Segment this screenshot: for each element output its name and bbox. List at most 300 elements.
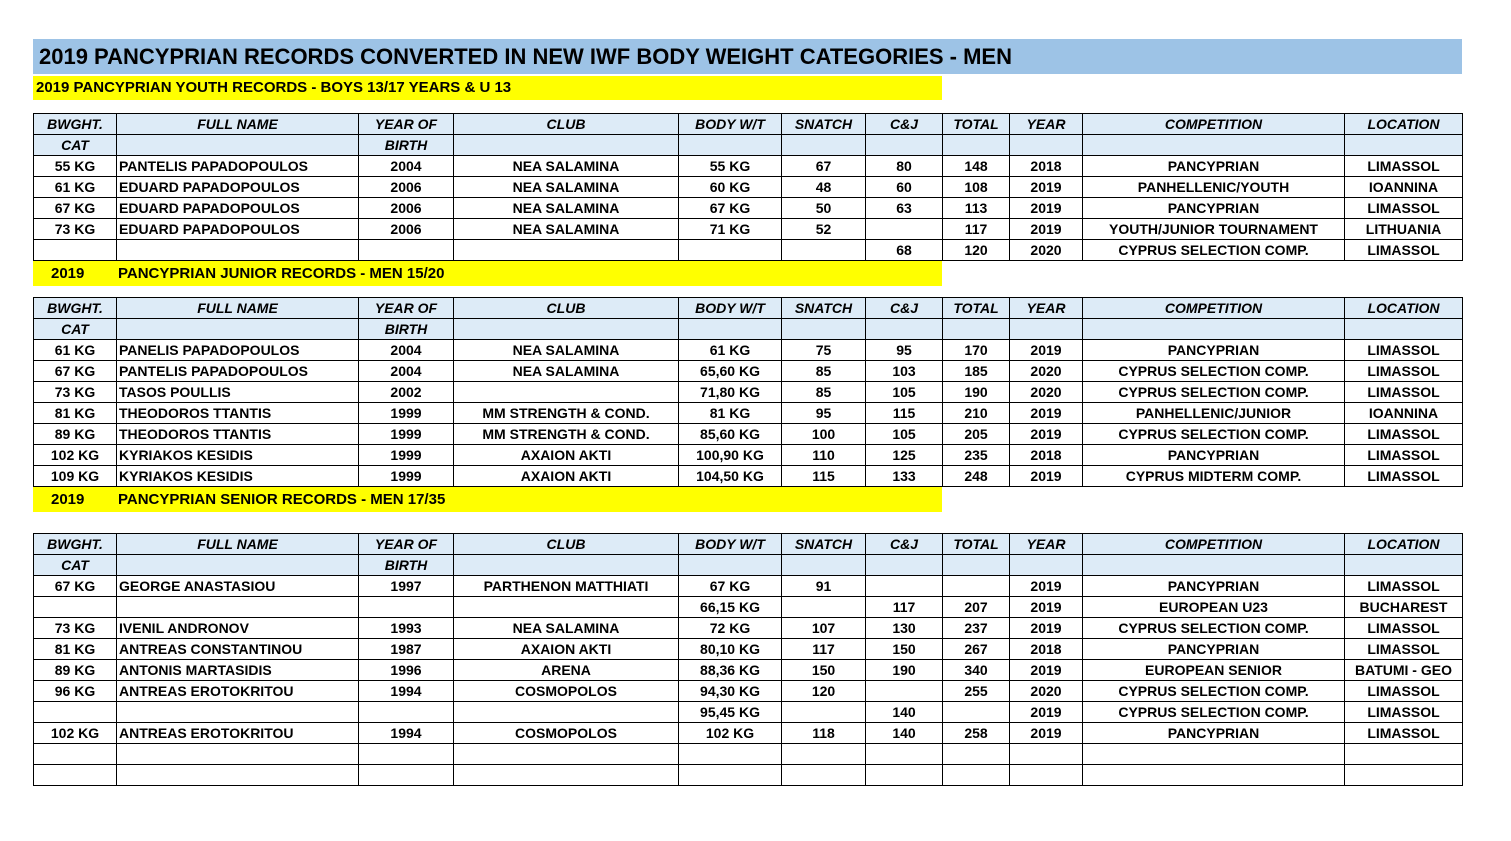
cell-clean-and-jerk	[866, 681, 943, 702]
cell-club: NEA SALAMINA	[454, 618, 679, 639]
cell-location: LIMASSOL	[1345, 156, 1463, 177]
cell-snatch: 120	[782, 681, 866, 702]
senior-section-year: 2019	[51, 491, 85, 508]
table-row	[34, 219, 1463, 240]
cell-full-name: PANTELIS PAPADOPOULOS	[117, 361, 359, 382]
column-header-year	[1010, 135, 1083, 156]
cell-snatch: 50	[782, 198, 866, 219]
cell-club: NEA SALAMINA	[454, 156, 679, 177]
column-header-club	[454, 135, 679, 156]
cell-snatch: 85	[782, 382, 866, 403]
cell-full-name: TASOS POULLIS	[117, 382, 359, 403]
column-header-clean-and-jerk: C&J	[866, 114, 943, 135]
column-header-year: YEAR	[1010, 298, 1083, 319]
cell-bwght-cat: 73 KG	[34, 219, 117, 240]
page-title: 2019 PANCYPRIAN RECORDS CONVERTED IN NEW IWF BODY WEIGHT CATEGORIES - MEN	[33, 39, 1462, 74]
cell-year-of-birth: 1987	[359, 639, 454, 660]
cell-total: 205	[943, 424, 1010, 445]
cell-location: LIMASSOL	[1345, 681, 1463, 702]
cell-clean-and-jerk	[866, 219, 943, 240]
cell-competition	[1083, 744, 1345, 765]
table-row	[34, 639, 1463, 660]
cell-club: COSMOPOLOS	[454, 681, 679, 702]
column-header-full-name: FULL NAME	[117, 534, 359, 555]
cell-total: 210	[943, 403, 1010, 424]
cell-body-weight	[679, 240, 782, 261]
cell-year: 2019	[1010, 424, 1083, 445]
cell-year-of-birth: 2004	[359, 156, 454, 177]
cell-year-of-birth: 1999	[359, 403, 454, 424]
cell-location: LIMASSOL	[1345, 424, 1463, 445]
junior-records-table	[33, 297, 1463, 487]
table-row	[34, 445, 1463, 466]
column-header-competition	[1083, 555, 1345, 576]
cell-competition: PANCYPRIAN	[1083, 445, 1345, 466]
cell-location	[1345, 765, 1463, 786]
column-header-club: CLUB	[454, 298, 679, 319]
cell-location: LIMASSOL	[1345, 702, 1463, 723]
table-row	[34, 702, 1463, 723]
column-header-year-of-birth: BIRTH	[359, 319, 454, 340]
column-header-snatch: SNATCH	[782, 534, 866, 555]
cell-club	[454, 597, 679, 618]
column-header-club	[454, 319, 679, 340]
cell-body-weight: 85,60 KG	[679, 424, 782, 445]
cell-body-weight: 72 KG	[679, 618, 782, 639]
cell-year: 2019	[1010, 466, 1083, 487]
cell-competition: CYPRUS SELECTION COMP.	[1083, 681, 1345, 702]
column-header-snatch	[782, 135, 866, 156]
cell-total: 340	[943, 660, 1010, 681]
column-header-club: CLUB	[454, 534, 679, 555]
cell-location: LIMASSOL	[1345, 382, 1463, 403]
column-header-total: TOTAL	[943, 298, 1010, 319]
column-header-body-weight	[679, 135, 782, 156]
cell-year-of-birth: 1996	[359, 660, 454, 681]
cell-year-of-birth: 1999	[359, 424, 454, 445]
column-header-body-weight	[679, 555, 782, 576]
table-row	[34, 340, 1463, 361]
cell-clean-and-jerk: 117	[866, 597, 943, 618]
cell-body-weight: 102 KG	[679, 723, 782, 744]
column-header-year	[1010, 555, 1083, 576]
cell-snatch: 115	[782, 466, 866, 487]
junior-section-heading	[33, 261, 942, 286]
column-header-body-weight: BODY W/T	[679, 114, 782, 135]
table-row	[34, 240, 1463, 261]
cell-bwght-cat: 67 KG	[34, 576, 117, 597]
cell-year: 2018	[1010, 445, 1083, 466]
cell-competition: PANCYPRIAN	[1083, 576, 1345, 597]
cell-body-weight: 88,36 KG	[679, 660, 782, 681]
cell-location: LITHUANIA	[1345, 219, 1463, 240]
cell-year	[1010, 765, 1083, 786]
cell-bwght-cat: 67 KG	[34, 198, 117, 219]
cell-bwght-cat	[34, 744, 117, 765]
column-header-full-name	[117, 555, 359, 576]
cell-year: 2019	[1010, 219, 1083, 240]
cell-year: 2019	[1010, 403, 1083, 424]
cell-year-of-birth	[359, 744, 454, 765]
column-header-snatch	[782, 555, 866, 576]
cell-competition: PANCYPRIAN	[1083, 340, 1345, 361]
cell-location: LIMASSOL	[1345, 466, 1463, 487]
column-header-total	[943, 555, 1010, 576]
column-header-body-weight: BODY W/T	[679, 534, 782, 555]
cell-clean-and-jerk	[866, 765, 943, 786]
cell-total: 207	[943, 597, 1010, 618]
cell-club	[454, 240, 679, 261]
cell-bwght-cat: 81 KG	[34, 639, 117, 660]
cell-snatch: 110	[782, 445, 866, 466]
cell-body-weight: 61 KG	[679, 340, 782, 361]
cell-club: AXAION AKTI	[454, 466, 679, 487]
cell-body-weight: 66,15 KG	[679, 597, 782, 618]
cell-body-weight: 100,90 KG	[679, 445, 782, 466]
cell-clean-and-jerk: 103	[866, 361, 943, 382]
youth-section-heading: 2019 PANCYPRIAN YOUTH RECORDS - BOYS 13/17 YEARS & U 13	[33, 76, 942, 100]
column-header-full-name: FULL NAME	[117, 114, 359, 135]
cell-clean-and-jerk	[866, 744, 943, 765]
cell-total: 170	[943, 340, 1010, 361]
table-row	[34, 361, 1463, 382]
column-header-snatch	[782, 319, 866, 340]
cell-full-name: ANTREAS EROTOKRITOU	[117, 723, 359, 744]
cell-bwght-cat: 102 KG	[34, 723, 117, 744]
column-header-competition: COMPETITION	[1083, 114, 1345, 135]
cell-year-of-birth: 1994	[359, 681, 454, 702]
cell-clean-and-jerk: 150	[866, 639, 943, 660]
header-row	[34, 114, 1463, 135]
column-header-location: LOCATION	[1345, 298, 1463, 319]
cell-club: MM STRENGTH & COND.	[454, 403, 679, 424]
cell-year-of-birth: 1999	[359, 445, 454, 466]
column-header-year-of-birth: YEAR OF	[359, 298, 454, 319]
cell-full-name: PANELIS PAPADOPOULOS	[117, 340, 359, 361]
table-row	[34, 156, 1463, 177]
cell-full-name: ANTREAS CONSTANTINOU	[117, 639, 359, 660]
cell-club	[454, 744, 679, 765]
cell-competition: PANCYPRIAN	[1083, 639, 1345, 660]
cell-full-name: EDUARD PAPADOPOULOS	[117, 177, 359, 198]
cell-body-weight: 81 KG	[679, 403, 782, 424]
column-header-bwght-cat: CAT	[34, 555, 117, 576]
cell-snatch: 150	[782, 660, 866, 681]
column-header-competition	[1083, 135, 1345, 156]
cell-location: LIMASSOL	[1345, 445, 1463, 466]
cell-competition: CYPRUS SELECTION COMP.	[1083, 424, 1345, 445]
cell-year-of-birth: 2006	[359, 177, 454, 198]
header-row	[34, 298, 1463, 319]
cell-competition: CYPRUS SELECTION COMP.	[1083, 240, 1345, 261]
header-row	[34, 534, 1463, 555]
cell-club: AXAION AKTI	[454, 445, 679, 466]
cell-location: BUCHAREST	[1345, 597, 1463, 618]
cell-clean-and-jerk: 115	[866, 403, 943, 424]
cell-year-of-birth: 2006	[359, 219, 454, 240]
cell-year: 2019	[1010, 702, 1083, 723]
cell-location: LIMASSOL	[1345, 361, 1463, 382]
column-header-body-weight: BODY W/T	[679, 298, 782, 319]
column-header-location: LOCATION	[1345, 534, 1463, 555]
table-row	[34, 597, 1463, 618]
column-header-total: TOTAL	[943, 534, 1010, 555]
cell-location: IOANNINA	[1345, 177, 1463, 198]
column-header-full-name	[117, 135, 359, 156]
cell-year-of-birth: 2004	[359, 361, 454, 382]
table-row	[34, 198, 1463, 219]
column-header-clean-and-jerk	[866, 555, 943, 576]
cell-snatch: 75	[782, 340, 866, 361]
column-header-location	[1345, 319, 1463, 340]
cell-competition: CYPRUS SELECTION COMP.	[1083, 382, 1345, 403]
table-row	[34, 382, 1463, 403]
cell-full-name	[117, 702, 359, 723]
junior-section-year: 2019	[51, 265, 85, 282]
cell-full-name: KYRIAKOS KESIDIS	[117, 466, 359, 487]
cell-club: PARTHENON MATTHIATI	[454, 576, 679, 597]
cell-snatch: 95	[782, 403, 866, 424]
cell-bwght-cat: 67 KG	[34, 361, 117, 382]
cell-competition: PANCYPRIAN	[1083, 156, 1345, 177]
cell-year-of-birth: 2006	[359, 198, 454, 219]
cell-clean-and-jerk: 190	[866, 660, 943, 681]
cell-snatch	[782, 765, 866, 786]
column-header-bwght-cat: CAT	[34, 135, 117, 156]
cell-total: 117	[943, 219, 1010, 240]
cell-bwght-cat: 109 KG	[34, 466, 117, 487]
cell-year: 2019	[1010, 660, 1083, 681]
cell-year: 2020	[1010, 240, 1083, 261]
table-row	[34, 765, 1463, 786]
column-header-snatch: SNATCH	[782, 114, 866, 135]
cell-total: 237	[943, 618, 1010, 639]
column-header-year-of-birth: YEAR OF	[359, 534, 454, 555]
cell-snatch	[782, 702, 866, 723]
cell-bwght-cat: 61 KG	[34, 340, 117, 361]
cell-competition: CYPRUS SELECTION COMP.	[1083, 702, 1345, 723]
cell-club: NEA SALAMINA	[454, 340, 679, 361]
cell-year-of-birth: 2002	[359, 382, 454, 403]
cell-clean-and-jerk: 133	[866, 466, 943, 487]
cell-total: 185	[943, 361, 1010, 382]
cell-total: 248	[943, 466, 1010, 487]
table-row	[34, 660, 1463, 681]
cell-bwght-cat: 81 KG	[34, 403, 117, 424]
table-row	[34, 618, 1463, 639]
cell-snatch: 48	[782, 177, 866, 198]
cell-club: AXAION AKTI	[454, 639, 679, 660]
cell-bwght-cat	[34, 597, 117, 618]
cell-snatch	[782, 744, 866, 765]
senior-records-table	[33, 533, 1463, 786]
cell-bwght-cat: 89 KG	[34, 660, 117, 681]
cell-clean-and-jerk	[866, 576, 943, 597]
column-header-year: YEAR	[1010, 114, 1083, 135]
cell-clean-and-jerk: 105	[866, 382, 943, 403]
cell-total	[943, 576, 1010, 597]
column-header-clean-and-jerk	[866, 135, 943, 156]
column-header-competition: COMPETITION	[1083, 534, 1345, 555]
cell-snatch: 117	[782, 639, 866, 660]
cell-total	[943, 744, 1010, 765]
table-row	[34, 424, 1463, 445]
column-header-year	[1010, 319, 1083, 340]
column-header-clean-and-jerk: C&J	[866, 298, 943, 319]
cell-location: LIMASSOL	[1345, 340, 1463, 361]
cell-year-of-birth	[359, 240, 454, 261]
cell-club	[454, 382, 679, 403]
cell-year-of-birth	[359, 702, 454, 723]
cell-full-name: KYRIAKOS KESIDIS	[117, 445, 359, 466]
table-row	[34, 744, 1463, 765]
cell-competition	[1083, 765, 1345, 786]
cell-total	[943, 702, 1010, 723]
cell-location: BATUMI - GEO	[1345, 660, 1463, 681]
column-header-location	[1345, 135, 1463, 156]
cell-clean-and-jerk: 125	[866, 445, 943, 466]
cell-competition: YOUTH/JUNIOR TOURNAMENT	[1083, 219, 1345, 240]
cell-full-name	[117, 765, 359, 786]
cell-bwght-cat: 89 KG	[34, 424, 117, 445]
cell-bwght-cat: 73 KG	[34, 618, 117, 639]
column-header-location	[1345, 555, 1463, 576]
cell-location: IOANNINA	[1345, 403, 1463, 424]
cell-year-of-birth: 1994	[359, 723, 454, 744]
cell-year: 2020	[1010, 361, 1083, 382]
cell-clean-and-jerk: 60	[866, 177, 943, 198]
cell-year: 2019	[1010, 723, 1083, 744]
column-header-clean-and-jerk: C&J	[866, 534, 943, 555]
cell-total: 267	[943, 639, 1010, 660]
column-header-year-of-birth: BIRTH	[359, 135, 454, 156]
column-header-competition	[1083, 319, 1345, 340]
cell-club: NEA SALAMINA	[454, 361, 679, 382]
cell-total: 190	[943, 382, 1010, 403]
cell-snatch	[782, 597, 866, 618]
cell-year	[1010, 744, 1083, 765]
cell-club: MM STRENGTH & COND.	[454, 424, 679, 445]
cell-bwght-cat: 102 KG	[34, 445, 117, 466]
column-header-bwght-cat: CAT	[34, 319, 117, 340]
cell-club	[454, 702, 679, 723]
column-header-total	[943, 135, 1010, 156]
column-header-snatch: SNATCH	[782, 298, 866, 319]
cell-total: 258	[943, 723, 1010, 744]
cell-clean-and-jerk: 140	[866, 702, 943, 723]
column-header-competition: COMPETITION	[1083, 298, 1345, 319]
cell-competition: PANCYPRIAN	[1083, 723, 1345, 744]
cell-bwght-cat	[34, 765, 117, 786]
cell-body-weight: 71 KG	[679, 219, 782, 240]
cell-body-weight	[679, 765, 782, 786]
column-header-full-name: FULL NAME	[117, 298, 359, 319]
cell-year-of-birth: 1997	[359, 576, 454, 597]
cell-snatch: 52	[782, 219, 866, 240]
cell-bwght-cat: 61 KG	[34, 177, 117, 198]
cell-full-name: ANTREAS EROTOKRITOU	[117, 681, 359, 702]
cell-year: 2019	[1010, 597, 1083, 618]
cell-clean-and-jerk: 105	[866, 424, 943, 445]
cell-body-weight: 104,50 KG	[679, 466, 782, 487]
cell-competition: CYPRUS SELECTION COMP.	[1083, 618, 1345, 639]
cell-total: 108	[943, 177, 1010, 198]
cell-full-name	[117, 597, 359, 618]
cell-full-name: GEORGE ANASTASIOU	[117, 576, 359, 597]
cell-body-weight: 60 KG	[679, 177, 782, 198]
cell-location: LIMASSOL	[1345, 576, 1463, 597]
column-header-year: YEAR	[1010, 534, 1083, 555]
column-header-bwght-cat: BWGHT.	[34, 534, 117, 555]
column-header-club: CLUB	[454, 114, 679, 135]
cell-year-of-birth	[359, 765, 454, 786]
cell-full-name: THEODOROS TTANTIS	[117, 424, 359, 445]
cell-snatch: 91	[782, 576, 866, 597]
table-row	[34, 723, 1463, 744]
cell-snatch: 85	[782, 361, 866, 382]
cell-body-weight: 95,45 KG	[679, 702, 782, 723]
column-header-location: LOCATION	[1345, 114, 1463, 135]
cell-year: 2018	[1010, 156, 1083, 177]
cell-clean-and-jerk: 80	[866, 156, 943, 177]
cell-competition: EUROPEAN U23	[1083, 597, 1345, 618]
column-header-year-of-birth: BIRTH	[359, 555, 454, 576]
cell-body-weight	[679, 744, 782, 765]
cell-full-name: EDUARD PAPADOPOULOS	[117, 198, 359, 219]
table-row	[34, 576, 1463, 597]
cell-bwght-cat	[34, 240, 117, 261]
cell-clean-and-jerk: 68	[866, 240, 943, 261]
cell-body-weight: 71,80 KG	[679, 382, 782, 403]
cell-clean-and-jerk: 140	[866, 723, 943, 744]
cell-total	[943, 765, 1010, 786]
cell-full-name: PANTELIS PAPADOPOULOS	[117, 156, 359, 177]
cell-location: LIMASSOL	[1345, 723, 1463, 744]
table-row	[34, 177, 1463, 198]
cell-year: 2020	[1010, 382, 1083, 403]
cell-body-weight: 67 KG	[679, 198, 782, 219]
cell-total: 148	[943, 156, 1010, 177]
cell-competition: PANHELLENIC/JUNIOR	[1083, 403, 1345, 424]
column-header-bwght-cat: BWGHT.	[34, 298, 117, 319]
table-row	[34, 681, 1463, 702]
cell-competition: PANHELLENIC/YOUTH	[1083, 177, 1345, 198]
cell-body-weight: 55 KG	[679, 156, 782, 177]
cell-clean-and-jerk: 63	[866, 198, 943, 219]
column-header-total: TOTAL	[943, 114, 1010, 135]
cell-location	[1345, 744, 1463, 765]
table-row	[34, 466, 1463, 487]
youth-records-table	[33, 113, 1463, 261]
cell-competition: EUROPEAN SENIOR	[1083, 660, 1345, 681]
senior-section-heading	[33, 487, 942, 512]
cell-club: NEA SALAMINA	[454, 198, 679, 219]
cell-total: 255	[943, 681, 1010, 702]
cell-location: LIMASSOL	[1345, 618, 1463, 639]
cell-full-name	[117, 744, 359, 765]
cell-total: 120	[943, 240, 1010, 261]
cell-total: 113	[943, 198, 1010, 219]
cell-year: 2019	[1010, 618, 1083, 639]
cell-snatch: 100	[782, 424, 866, 445]
column-header-body-weight	[679, 319, 782, 340]
cell-year-of-birth: 1993	[359, 618, 454, 639]
cell-year-of-birth: 1999	[359, 466, 454, 487]
header-row	[34, 135, 1463, 156]
cell-competition: CYPRUS SELECTION COMP.	[1083, 361, 1345, 382]
cell-body-weight: 80,10 KG	[679, 639, 782, 660]
cell-year: 2019	[1010, 198, 1083, 219]
